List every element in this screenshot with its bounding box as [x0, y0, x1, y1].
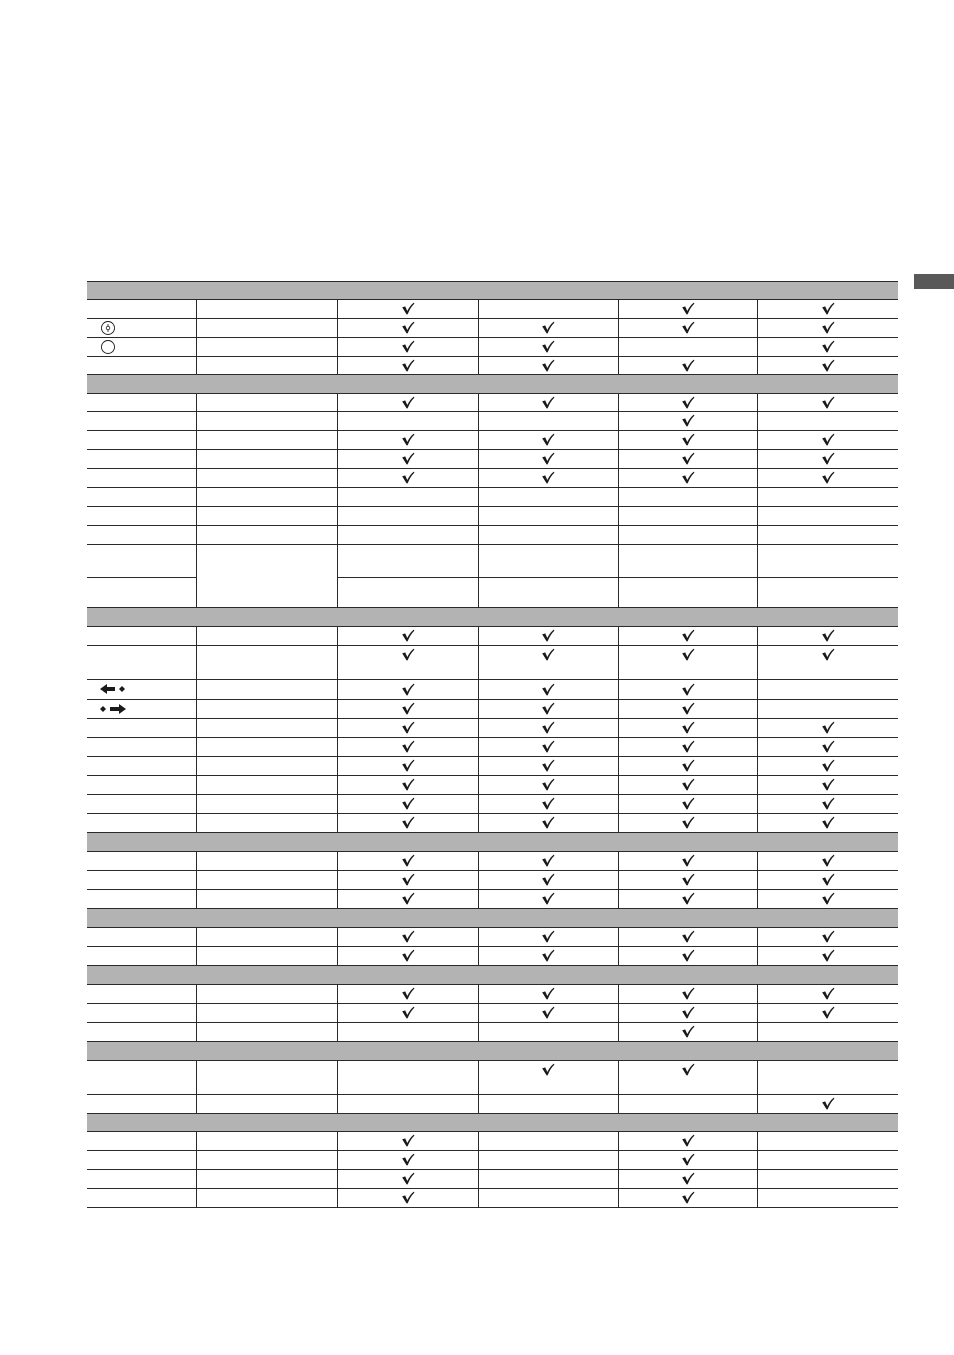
column-rule	[337, 1060, 338, 1113]
table-rule	[87, 1113, 898, 1114]
empty-circle-icon	[100, 339, 116, 355]
check-mark-icon	[401, 721, 415, 734]
check-mark-icon	[681, 648, 695, 661]
row-rule	[87, 1003, 898, 1004]
column-rule	[196, 851, 197, 908]
row-rule	[87, 393, 898, 394]
row-rule	[87, 525, 898, 526]
check-mark-icon	[821, 396, 835, 409]
section-header-band	[87, 374, 898, 393]
check-mark-icon	[401, 1134, 415, 1147]
row-rule	[87, 544, 898, 545]
table-rule	[87, 908, 898, 909]
row-rule	[87, 1060, 898, 1061]
check-mark-icon	[681, 1172, 695, 1185]
table-rule	[87, 374, 898, 375]
check-mark-icon	[401, 396, 415, 409]
check-mark-icon	[821, 873, 835, 886]
check-mark-icon	[401, 740, 415, 753]
check-mark-icon	[821, 892, 835, 905]
check-mark-icon	[401, 892, 415, 905]
check-mark-icon	[681, 1063, 695, 1076]
row-rule	[87, 645, 898, 646]
check-mark-icon	[681, 949, 695, 962]
check-mark-icon	[681, 629, 695, 642]
column-rule	[196, 1060, 197, 1113]
check-mark-icon	[821, 797, 835, 810]
check-mark-icon	[401, 1191, 415, 1204]
check-mark-icon	[401, 340, 415, 353]
check-mark-icon	[681, 683, 695, 696]
check-mark-icon	[821, 433, 835, 446]
row-rule	[87, 1131, 898, 1132]
check-mark-icon	[821, 340, 835, 353]
check-mark-icon	[681, 873, 695, 886]
row-rule	[87, 1150, 898, 1151]
check-mark-icon	[541, 721, 555, 734]
power-dot-circle-icon	[100, 320, 116, 336]
row-rule	[87, 927, 898, 928]
check-mark-icon	[541, 340, 555, 353]
check-mark-icon	[821, 778, 835, 791]
check-mark-icon	[401, 816, 415, 829]
check-mark-icon	[401, 987, 415, 1000]
check-mark-icon	[401, 302, 415, 315]
check-mark-icon	[821, 987, 835, 1000]
check-mark-icon	[681, 321, 695, 334]
row-rule	[87, 356, 898, 357]
check-mark-icon	[541, 892, 555, 905]
row-rule	[87, 411, 898, 412]
check-mark-icon	[401, 648, 415, 661]
check-mark-icon	[541, 797, 555, 810]
check-mark-icon	[401, 759, 415, 772]
row-rule	[87, 1022, 898, 1023]
row-rule	[87, 679, 898, 680]
check-mark-icon	[681, 302, 695, 315]
column-rule	[337, 626, 338, 832]
check-mark-icon	[821, 321, 835, 334]
check-mark-icon	[541, 949, 555, 962]
check-mark-icon	[541, 816, 555, 829]
row-rule	[87, 813, 898, 814]
check-mark-icon	[401, 1172, 415, 1185]
table-rule	[87, 1207, 898, 1208]
check-mark-icon	[681, 1025, 695, 1038]
check-mark-icon	[401, 930, 415, 943]
column-rule	[618, 851, 619, 908]
column-rule	[757, 626, 758, 832]
row-rule	[87, 794, 898, 795]
row-rule	[87, 1094, 898, 1095]
column-rule	[618, 1060, 619, 1113]
column-rule	[478, 1060, 479, 1113]
row-rule	[87, 337, 898, 338]
check-mark-icon	[401, 471, 415, 484]
row-rule	[87, 506, 898, 507]
check-mark-icon	[821, 629, 835, 642]
check-mark-icon	[401, 854, 415, 867]
check-mark-icon	[401, 949, 415, 962]
row-rule	[87, 299, 898, 300]
check-mark-icon	[401, 359, 415, 372]
row-rule	[87, 468, 898, 469]
check-mark-icon	[681, 359, 695, 372]
column-rule	[618, 626, 619, 832]
arrow-left-dot-icon	[99, 683, 127, 695]
section-header-band	[87, 908, 898, 927]
row-rule	[87, 626, 898, 627]
check-mark-icon	[821, 1097, 835, 1110]
column-rule	[337, 393, 338, 607]
check-mark-icon	[681, 816, 695, 829]
check-mark-icon	[821, 471, 835, 484]
check-mark-icon	[681, 721, 695, 734]
table-rule	[87, 1041, 898, 1042]
row-rule	[87, 718, 898, 719]
row-rule	[87, 870, 898, 871]
check-mark-icon	[821, 648, 835, 661]
check-mark-icon	[541, 930, 555, 943]
check-mark-icon	[541, 1006, 555, 1019]
check-mark-icon	[541, 778, 555, 791]
column-rule	[478, 984, 479, 1041]
check-mark-icon	[541, 471, 555, 484]
row-rule	[87, 1188, 898, 1189]
check-mark-icon	[681, 1153, 695, 1166]
column-rule	[478, 851, 479, 908]
section-header-band	[87, 832, 898, 851]
row-rule	[87, 756, 898, 757]
column-rule	[337, 851, 338, 908]
row-rule	[87, 430, 898, 431]
check-mark-icon	[541, 648, 555, 661]
check-mark-icon	[821, 759, 835, 772]
check-mark-icon	[541, 873, 555, 886]
column-rule	[478, 626, 479, 832]
row-rule	[87, 449, 898, 450]
check-mark-icon	[541, 740, 555, 753]
column-rule	[757, 984, 758, 1041]
row-rule	[337, 577, 898, 578]
row-rule	[87, 318, 898, 319]
table-rule	[87, 965, 898, 966]
table-rule	[87, 607, 898, 608]
row-rule	[87, 889, 898, 890]
check-mark-icon	[821, 359, 835, 372]
check-mark-icon	[401, 683, 415, 696]
check-mark-icon	[821, 949, 835, 962]
dot-arrow-right-icon	[99, 703, 127, 715]
check-mark-icon	[401, 452, 415, 465]
check-mark-icon	[821, 930, 835, 943]
column-rule	[337, 984, 338, 1041]
row-rule	[87, 1169, 898, 1170]
row-rule	[87, 737, 898, 738]
check-mark-icon	[681, 433, 695, 446]
check-mark-icon	[821, 816, 835, 829]
section-header-band	[87, 1113, 898, 1131]
column-rule	[478, 393, 479, 607]
check-mark-icon	[681, 854, 695, 867]
check-mark-icon	[681, 702, 695, 715]
check-mark-icon	[681, 778, 695, 791]
section-header-band	[87, 965, 898, 984]
check-mark-icon	[821, 1006, 835, 1019]
check-mark-icon	[821, 302, 835, 315]
check-mark-icon	[401, 1153, 415, 1166]
check-mark-icon	[541, 452, 555, 465]
check-mark-icon	[681, 1006, 695, 1019]
section-header-band	[87, 1041, 898, 1060]
check-mark-icon	[821, 854, 835, 867]
check-mark-icon	[681, 987, 695, 1000]
check-mark-icon	[541, 321, 555, 334]
check-mark-icon	[401, 629, 415, 642]
check-mark-icon	[681, 1191, 695, 1204]
row-rule	[87, 487, 898, 488]
check-mark-icon	[541, 759, 555, 772]
check-mark-icon	[821, 740, 835, 753]
check-mark-icon	[401, 433, 415, 446]
row-rule	[87, 775, 898, 776]
check-mark-icon	[541, 1063, 555, 1076]
check-mark-icon	[681, 452, 695, 465]
row-rule	[87, 946, 898, 947]
check-mark-icon	[541, 359, 555, 372]
section-header-band	[87, 607, 898, 626]
check-mark-icon	[681, 759, 695, 772]
column-rule	[196, 984, 197, 1041]
row-rule	[87, 984, 898, 985]
check-mark-icon	[681, 471, 695, 484]
check-mark-icon	[541, 854, 555, 867]
check-mark-icon	[541, 629, 555, 642]
check-mark-icon	[541, 683, 555, 696]
check-mark-icon	[401, 1006, 415, 1019]
row-rule	[87, 699, 898, 700]
check-mark-icon	[541, 433, 555, 446]
check-mark-icon	[541, 987, 555, 1000]
column-rule	[196, 626, 197, 832]
column-rule	[618, 393, 619, 607]
check-mark-icon	[401, 797, 415, 810]
check-mark-icon	[681, 892, 695, 905]
row-rule	[87, 851, 898, 852]
table-rule	[87, 281, 898, 282]
check-mark-icon	[681, 396, 695, 409]
check-mark-icon	[541, 396, 555, 409]
check-mark-icon	[681, 1134, 695, 1147]
check-mark-icon	[681, 930, 695, 943]
check-mark-icon	[541, 702, 555, 715]
check-mark-icon	[821, 721, 835, 734]
check-mark-icon	[821, 452, 835, 465]
check-mark-icon	[681, 740, 695, 753]
check-mark-icon	[401, 321, 415, 334]
section-header-band	[87, 281, 898, 299]
column-rule	[196, 393, 197, 607]
check-mark-icon	[401, 873, 415, 886]
column-rule	[618, 984, 619, 1041]
row-rule	[87, 577, 196, 578]
column-rule	[757, 393, 758, 607]
table-rule	[87, 832, 898, 833]
check-mark-icon	[401, 702, 415, 715]
check-mark-icon	[681, 414, 695, 427]
column-rule	[757, 851, 758, 908]
column-rule	[757, 1060, 758, 1113]
check-mark-icon	[681, 797, 695, 810]
check-mark-icon	[401, 778, 415, 791]
